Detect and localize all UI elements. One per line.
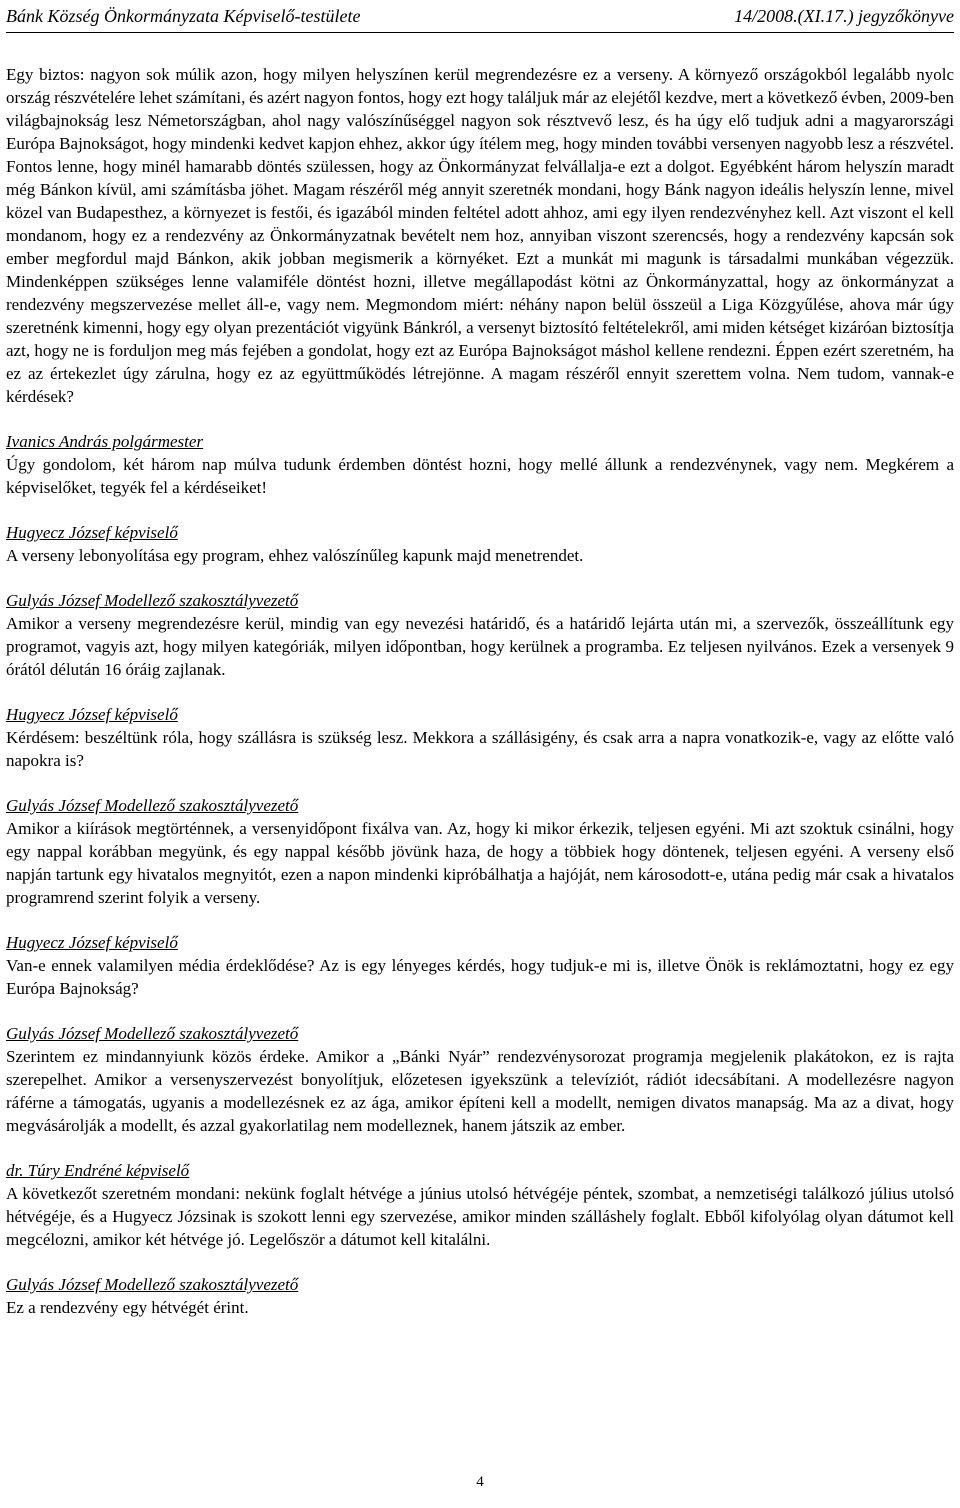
speaker-name: Ivanics András polgármester: [6, 432, 204, 451]
paragraph: Szerintem ez mindannyiunk közös érdeke. Amikor a „Bánki Nyár” rendezvénysorozat programja megjelenik plakátokon, ez is rajta szerepelhet. Amikor a versenyszervezést bonyolítjuk, előzetesen igyekszünk a televíziót, rádiót idecsábítani. A modellezésre nagyon ráférne a támogatás, ugyanis a modellezésnek ez az ága, amikor építeni kell a modellt, nemigen divatos manapság. Ma az a divat, hogy megvásárolják a modellt, és azzal gyakorlatilag nem modelleznek, hanem játszik az ember.: [6, 1047, 954, 1135]
speaker-name: Gulyás József Modellező szakosztályvezető: [6, 591, 299, 610]
paragraph: Kérdésem: beszéltünk róla, hogy szállásra is szükség lesz. Mekkora a szállásigény, és csak arra a napra vonatkozik-e, vagy az előtte való napokra is?: [6, 728, 954, 770]
page-number: 4: [476, 1474, 484, 1490]
speaker-name: Gulyás József Modellező szakosztályvezető: [6, 1275, 299, 1294]
speaker-name: Hugyecz József képviselő: [6, 523, 178, 542]
paragraph-intro: Egy biztos: nagyon sok múlik azon, hogy milyen helyszínen kerül megrendezésre ez a verseny. A környező országokból legalább nyolc ország részvételére lehet számítani, és azért nagyon fontos, hogy ezt hogy találjuk már az elejétől kezdve, mert a következő évben, 2009-ben világbajnokság lesz Németországban, ahol nagy valószínűséggel nagyon sok résztvevő lesz, és ha úgy elő tudjuk adni a magyarországi Európa Bajnokságot, hogy mindenki kedvet kapjon ehhez, akkor úgy ítélem meg, hogy minden további versenyen nagyobb lesz a részvétel. Fontos lenne, hogy minél hamarabb döntés szülessen, hogy az Önkormányzat felvállalja-e ezt a dolgot. Egyébként három helyszín maradt még Bánkon kívül, ami számításba jöhet. Magam részéről még annyit szeretnék mondani, hogy Bánk nagyon ideális helyszín lenne, mivel közel van Budapesthez, a környezet is festői, és igazából minden feltétel adott ahhoz, ami egy ilyen rendezvényhez kell. Azt viszont el kell mondanom, hogy ez a rendezvény az Önkormányzatnak bevételt nem hoz, annyiban viszont szerencsés, hogy a rendezvény kapcsán sok ember megfordul majd Bánkon, akik jobban megismerik a környéket. Ezt a munkát mi magunk is társadalmi munkában végezzük. Mindenképpen szükséges lenne valamiféle döntést hozni, illetve megállapodást kötni az Önkormányzattal, hogy az önkormányzat a rendezvény megszervezése mellet áll-e, vagy nem. Megmondom miért: néhány napon belül összeül a Liga Közgyűlése, ahova már úgy szeretnénk kimenni, hogy egy olyan prezentációt vigyünk Bánkról, a versenyt biztosító feltételekről, ami miden kétséget kizáróan biztosítja azt, hogy ne is forduljon meg más fejében a gondolat, hogy ezt az Európa Bajnokságot máshol kellene rendezni. Éppen ezért szeretném, ha ez az értekezlet úgy zárulna, hogy ez az együttműködés létrejönne. A magam részéről ennyit szerettem volna. Nem tudom, vannak-e kérdések?: [6, 65, 954, 406]
page-header: [6, 2, 954, 33]
speaker-name: Gulyás József Modellező szakosztályvezető: [6, 1024, 299, 1043]
speaker-name: Hugyecz József képviselő: [6, 705, 178, 724]
header-title: Bánk Község Önkormányzata Képviselő-testülete: [6, 6, 361, 26]
paragraph: A következőt szeretném mondani: nekünk foglalt hétvége a június utolsó hétvégéje péntek, szombat, a nemzetiségi találkozó július utolsó hétvégéje, és a Hugyecz Józsinak is szokott lenni egy szervezése, amikor minden szálláshely foglalt. Ebből kifolyólag olyan dátumot kell megcélozni, amikor két hétvége jó. Legelőször a dátumot kell kitalálni.: [6, 1184, 954, 1249]
paragraph: Amikor a verseny megrendezésre kerül, mindig van egy nevezési határidő, és a határidő lejárta után mi, a szervezők, összeállítunk egy programot, vagyis azt, hogy milyen kategóriák, milyen időpontban, hogy kerülnek a programba. Ez teljesen nyilvános. Ezek a versenyek 9 órától délután 16 óráig zajlanak.: [6, 614, 954, 679]
paragraph: Van-e ennek valamilyen média érdeklődése? Az is egy lényeges kérdés, hogy tudjuk-e mi is, illetve Önök is reklámoztatni, hogy ez egy Európa Bajnokság?: [6, 956, 954, 998]
paragraph: A verseny lebonyolítása egy program, ehhez valószínűleg kapunk majd menetrendet.: [6, 546, 584, 565]
paragraph: Ez a rendezvény egy hétvégét érint.: [6, 1298, 249, 1317]
paragraph: Amikor a kiírások megtörténnek, a versenyidőpont fixálva van. Az, hogy ki mikor érkezik, teljesen egyéni. Mi azt szoktuk csinálni, hogy egy nappal korábban megyünk, és egy nappal később jövünk haza, de hogy a többiek hogy döntenek, teljesen egyéni. A verseny első napján tartunk egy hivatalos megnyitót, ezen a napon mindenki kipróbálhatja a hajóját, nem károsodott-e, utána pedig már csak a hivatalos programrend szerint folyik a verseny.: [6, 819, 954, 907]
speaker-name: Hugyecz József képviselő: [6, 933, 178, 952]
speaker-name: dr. Túry Endréné képviselő: [6, 1161, 190, 1180]
document-body: [6, 63, 954, 1319]
header-doc-number: 14/2008.(XI.17.) jegyzőkönyve: [734, 6, 954, 26]
speaker-name: Gulyás József Modellező szakosztályvezető: [6, 796, 299, 815]
paragraph: Úgy gondolom, két három nap múlva tudunk érdemben döntést hozni, hogy mellé állunk a rendezvénynek, vagy nem. Megkérem a képviselőket, tegyék fel a kérdéseiket!: [6, 455, 954, 497]
